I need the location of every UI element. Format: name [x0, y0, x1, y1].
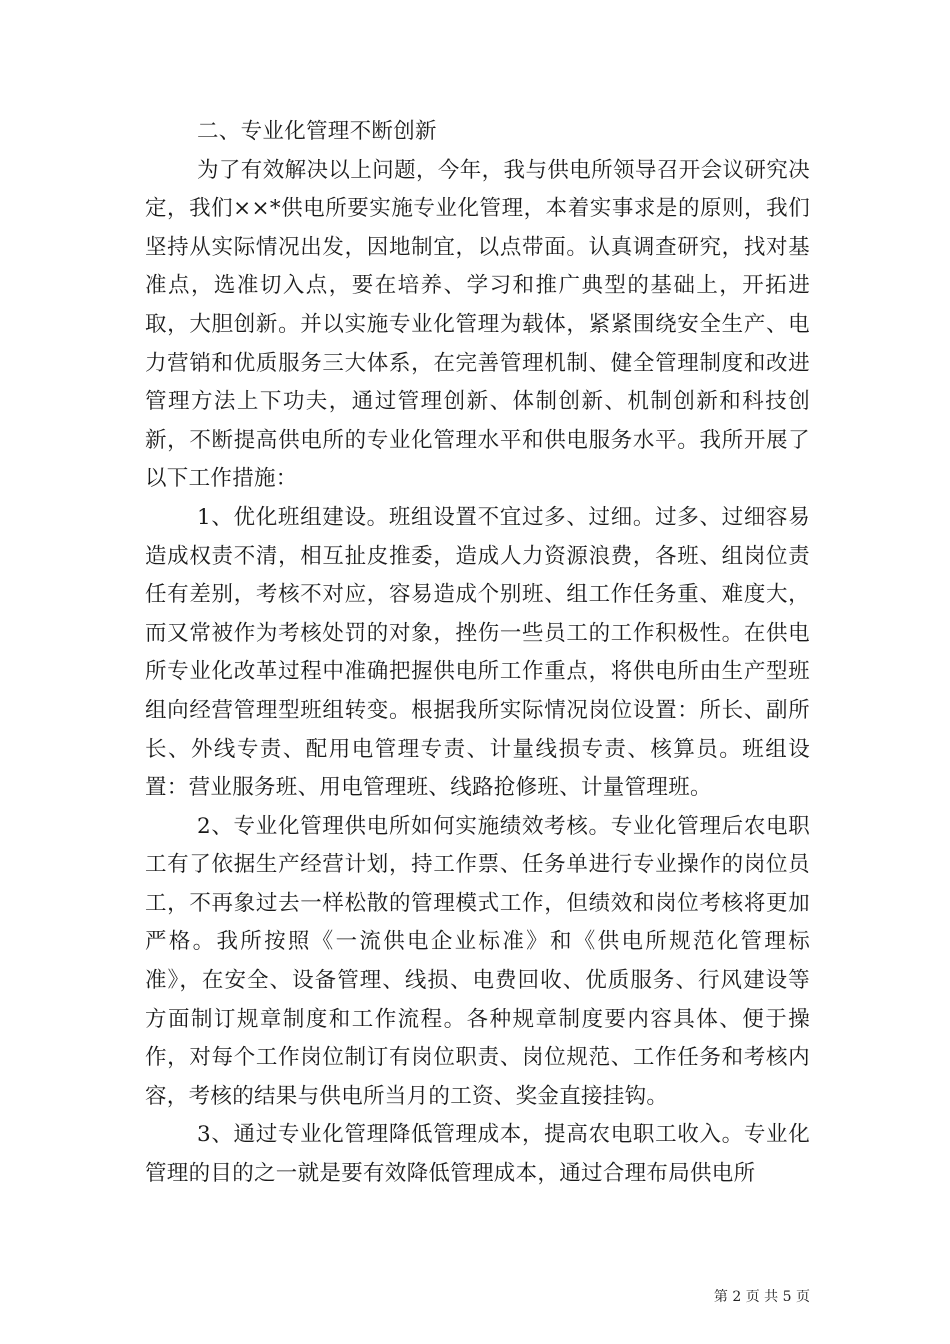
- paragraph-item-2: 2、专业化管理供电所如何实施绩效考核。专业化管理后农电职工有了依据生产经营计划，持工作票、任务单进行专业操作的岗位员工，不再象过去一样松散的管理模式工作，但绩效和岗位考核将更加严格。我所按照《一流供电企业标准》和《供电所规范化管理标准》，在安全、设备管理、线损、电费回收、优质服务、行风建设等方面制订规章制度和工作流程。各种规章制度要内容具体、便于操作，对每个工作岗位制订有岗位职责、岗位规范、工作任务和考核内容，考核的结果与供电所当月的工资、奖金直接挂钩。: [145, 813, 810, 1109]
- paragraph-intro: 为了有效解决以上问题，今年，我与供电所领导召开会议研究决定，我们××*供电所要实施专业化管理，本着实事求是的原则，我们坚持从实际情况出发，因地制宜，以点带面。认真调查研究，找对基准点，选准切入点，要在培养、学习和推广典型的基础上，开拓进取，大胆创新。并以实施专业化管理为载体，紧紧围绕安全生产、电力营销和优质服务三大体系，在完善管理机制、健全管理制度和改进管理方法上下功夫，通过管理创新、体制创新、机制创新和科技创新，不断提高供电所的专业化管理水平和供电服务水平。我所开展了以下工作措施：: [145, 157, 810, 492]
- paragraph-item-3: 3、通过专业化管理降低管理成本，提高农电职工收入。专业化管理的目的之一就是要有效降低管理成本，通过合理布局供电所: [145, 1122, 810, 1187]
- document-body: [145, 113, 810, 1194]
- paragraph-item-1: 1、优化班组建设。班组设置不宜过多、过细。过多、过细容易造成权责不清，相互扯皮推委，造成人力资源浪费，各班、组岗位责任有差别，考核不对应，容易造成个别班、组工作任务重、难度大，而又常被作为考核处罚的对象，挫伤一些员工的工作积极性。在供电所专业化改革过程中准确把握供电所工作重点，将供电所由生产型班组向经营管理型班组转变。根据我所实际情况岗位设置：所长、副所长、外线专责、配用电管理专责、计量线损专责、核算员。班组设置：营业服务班、用电管理班、线路抢修班、计量管理班。: [145, 504, 810, 801]
- section-heading: 二、专业化管理不断创新: [197, 119, 437, 144]
- page-number-footer: 第 2 页 共 5 页: [713, 1289, 810, 1305]
